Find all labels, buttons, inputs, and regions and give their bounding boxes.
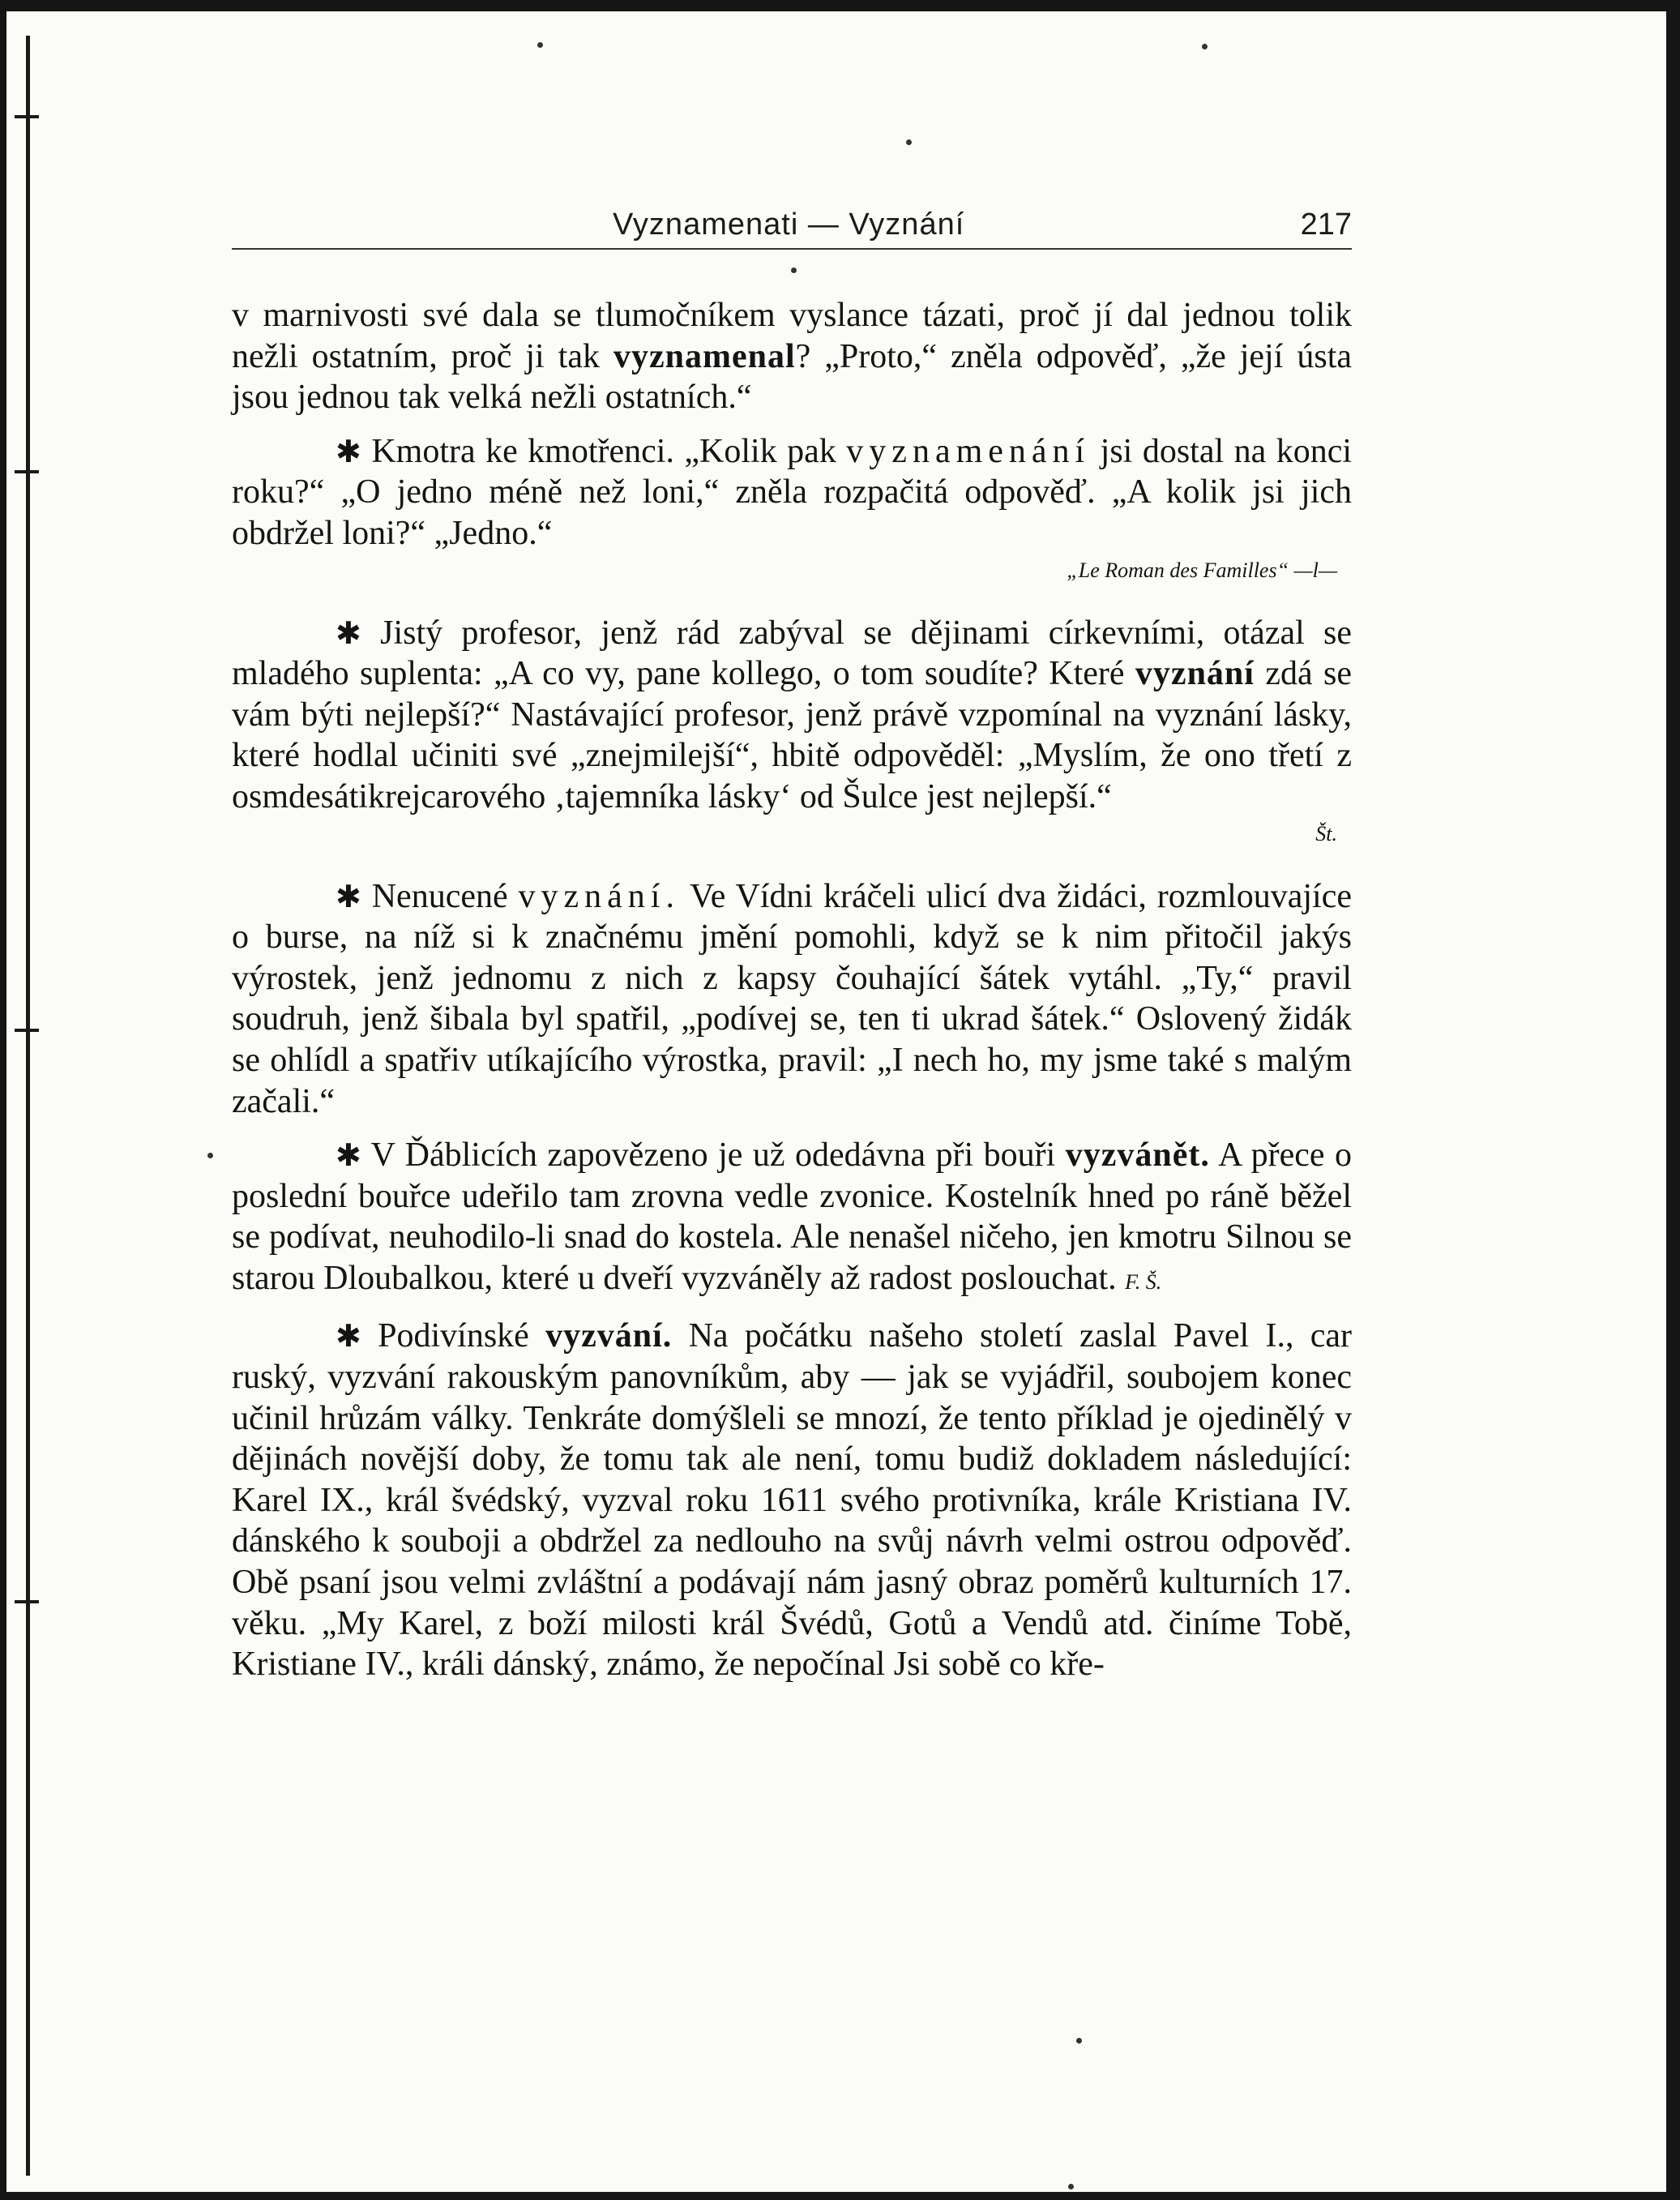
entry-text: Na počátku našeho století zaslal Pavel I., car ruský, vyzvání rakouským panovníkům, aby — jak se vyjádřil, soubojem konec učinil hrůzám války. Tenkráte domýšleli se mnozí, že tento příklad je ojedinělý v dějinách novější doby, že tomu tak ale není, tomu budiž dokladem následující: Karel IX., král švédský, vyzval roku 1611 svého protivníka, krále Kristiana IV. dánského k souboji a obdržel za nedlouho na svůj návrh velmi ostrou odpověď. Obě psaní jsou velmi zvláštní a podávají nám jasný obraz poměrů kulturních 17. věku. „My Karel, z boží milosti král Švédů, Gotů a Vendů atd. činíme Tobě, Kristiane IV., králi dánský, známo, že nepočínal Jsi sobě co kře- bbox=[232, 1317, 1353, 1684]
entry-attribution: F. Š. bbox=[1125, 1269, 1162, 1294]
binding-mark bbox=[15, 115, 39, 118]
entry-text: A přece o poslední bouřce udeřilo tam zrovna vedle zvonice. Kostelník hned po ráně běžel se podívat, neuhodilo-li snad do kostela. Ale nenašel ničeho, jen kmotru Silnou se starou Dloubalkou, které u dveří vyzváněly až radost poslouchat. bbox=[232, 1136, 1353, 1297]
entry-text: jsi dostal na konci roku?“ „O jedno méně než loni,“ zněla rozpačitá odpověď. „A kolik jsi jich obdržel loni?“ „Jedno.“ bbox=[232, 432, 1353, 552]
asterisk-icon: ✱ bbox=[336, 1318, 361, 1355]
entry-keyword: vyznamenání bbox=[846, 432, 1091, 470]
print-speck bbox=[1202, 44, 1208, 49]
entry-profesor bbox=[232, 613, 1352, 818]
entry-continuation bbox=[232, 295, 1352, 418]
print-speck bbox=[1076, 2038, 1082, 2044]
entry-keyword: vyznání. bbox=[518, 877, 680, 915]
entry-text: Podivínské bbox=[378, 1317, 529, 1355]
asterisk-icon: ✱ bbox=[336, 433, 361, 469]
entry-kmotra bbox=[232, 431, 1352, 554]
entry-text: zdá se vám býti nejlepší?“ Nastávající profesor, jenž právě vzpomínal na vyznání lásky, které hodlal učiniti své „znejmilejší“, hbitě odpověděl: „Myslím, že ono třetí z osmdesátikrejcarového ‚tajemníka lásky‘ od Šulce jest nejlepší.“ bbox=[232, 655, 1352, 815]
print-speck bbox=[207, 1153, 213, 1158]
entry-keyword: vyzvánět. bbox=[1065, 1136, 1210, 1175]
entry-keyword: vyzvání. bbox=[545, 1317, 673, 1355]
print-speck bbox=[906, 139, 912, 145]
entry-attribution: Št. bbox=[1315, 821, 1337, 845]
entry-text: Nenucené bbox=[371, 877, 508, 915]
page-number: 217 bbox=[1300, 208, 1352, 242]
scanned-page bbox=[6, 11, 1666, 2192]
entry-keyword: vyznání bbox=[1135, 655, 1255, 693]
binding-mark bbox=[15, 1600, 39, 1603]
entry-nenucene bbox=[232, 876, 1352, 1123]
entry-text: Jistý profesor, jenž rád zabýval se dějinami církevními, otázal se mladého suplenta: „A co vy, pane kollego, o tom soudíte? Které bbox=[232, 614, 1353, 693]
page-body bbox=[232, 295, 1352, 1685]
print-speck bbox=[791, 268, 797, 273]
entry-keyword: vyznamenal bbox=[613, 337, 796, 375]
asterisk-icon: ✱ bbox=[336, 614, 361, 651]
print-speck bbox=[537, 42, 543, 48]
asterisk-icon: ✱ bbox=[336, 1137, 361, 1174]
entry-text: v marnivosti své dala se tlumočníkem vyslance tázati, proč jí dal jednou tolik nežli ostatním, proč ji tak bbox=[232, 297, 1352, 375]
entry-dablice bbox=[232, 1135, 1352, 1303]
entry-text: Ve Vídni kráčeli ulicí dva židáci, rozmlouvajíce o burse, na níž si k značnému jmění pomohli, když se k nim přitočil jakýs výrostek, jenž jednomu z nich z kapsy čouhající šátek vytáhl. „Ty,“ pravil soudruh, jenž šibala byl spatřil, „podívej se, ten ti ukrad šátek.“ Oslovený židák se ohlídl a spatřiv utíkajícího výrostka, pravil: „I nech ho, my jsme také s malým začali.“ bbox=[232, 877, 1353, 1120]
entry-text: ? „Proto,“ zněla odpověď, „že její ústa jsou jednou tak velká nežli ostatních.“ bbox=[232, 337, 1353, 417]
entry-text: Kmotra ke kmotřenci. „Kolik pak bbox=[371, 432, 836, 470]
entry-text: V Ďáblicích zapovězeno je už odedávna při bouři bbox=[370, 1136, 1056, 1175]
header-title: Vyznamenati — Vyznání bbox=[613, 208, 965, 242]
entry-podivinske bbox=[232, 1316, 1352, 1684]
running-header bbox=[232, 208, 1352, 250]
binding-edge bbox=[26, 36, 30, 2176]
entry-attribution: „Le Roman des Familles“ —l— bbox=[1067, 558, 1337, 582]
print-speck bbox=[1068, 2184, 1074, 2189]
binding-mark bbox=[15, 1029, 39, 1032]
binding-mark bbox=[15, 470, 39, 473]
asterisk-icon: ✱ bbox=[336, 878, 361, 914]
